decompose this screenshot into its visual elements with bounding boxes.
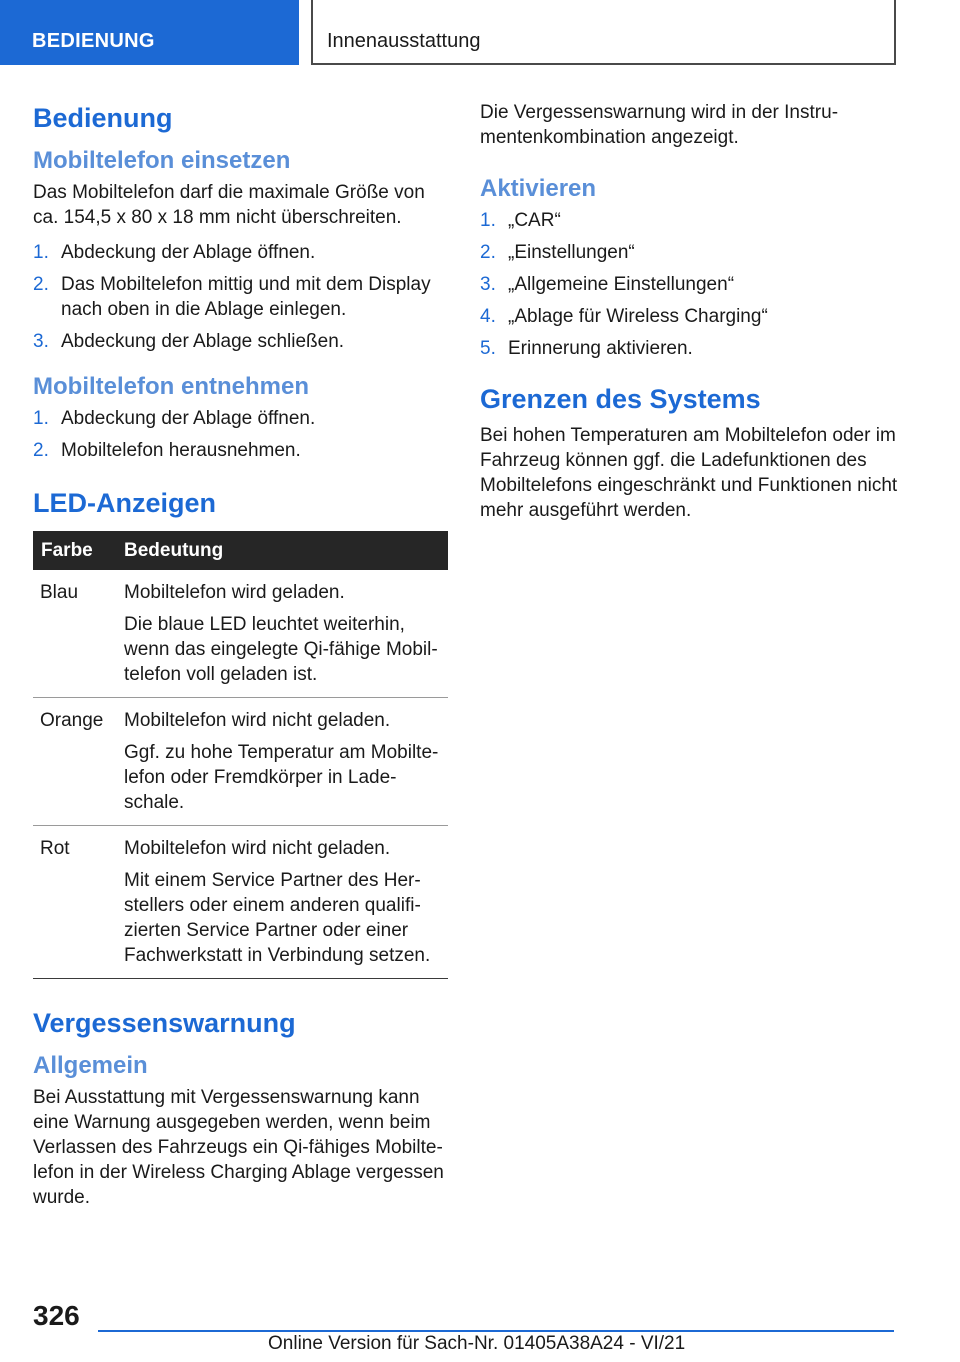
list-item (33, 329, 448, 354)
footer-divider (98, 1330, 894, 1332)
section-tab: BEDIENUNG (0, 0, 299, 65)
led-meaning (116, 698, 448, 826)
list-item (480, 208, 910, 233)
insert-intro: Das Mobiltelefon darf die maximale Größe von ca. 154,5 x 80 x 18 mm nicht überschreiten. (33, 182, 425, 228)
led-color: Rot (40, 838, 70, 859)
meaning-line: Mobiltelefon wird nicht geladen. (124, 710, 391, 731)
led-meaning (116, 570, 448, 698)
step-number: 4. (480, 306, 496, 327)
step-text: Abdeckung der Ablage schließen. (61, 331, 345, 352)
led-meaning (116, 826, 448, 979)
list-item (33, 272, 448, 322)
step-text: „CAR“ (508, 210, 561, 231)
step-text: „Allgemeine Einstellungen“ (508, 274, 735, 295)
limits-text: Bei hohen Temperaturen am Mobiltelefon oder im Fahrzeug können ggf. die Ladefunktionen des Mobiltelefons eingeschränkt und Funktionen nicht mehr ausgeführt werden. (480, 425, 898, 521)
heading-general: Allgemein (33, 1052, 148, 1079)
chapter-title: Innenausstattung (311, 0, 896, 65)
step-text: Abdeckung der Ablage öffnen. (61, 408, 316, 429)
step-text: Erinnerung aktivieren. (508, 338, 693, 359)
step-text: Das Mobiltelefon mittig und mit dem Display nach oben in die Ablage einlegen. (61, 274, 431, 320)
section-title-reminder: Vergessenswarnung (33, 1008, 296, 1038)
meaning-line: Mit einem Service Partner des Herstellers oder einem anderen qualifizierten Service Partner oder einer Fachwerkstatt in Verbindung setzen. (124, 870, 431, 966)
step-number: 5. (480, 338, 496, 359)
step-text: „Ablage für Wireless Charging“ (508, 306, 768, 327)
step-number: 1. (33, 408, 49, 429)
footer-version: Online Version für Sach-Nr. 01405A38A24 - VI/21 (268, 1333, 686, 1354)
meaning-line: Ggf. zu hohe Temperatur am Mobiltelefon oder Fremdkörper in Ladeschale. (124, 742, 439, 813)
heading-remove-phone: Mobiltelefon entnehmen (33, 373, 309, 400)
step-text: Mobiltelefon herausnehmen. (61, 440, 301, 461)
reminder-text: Bei Ausstattung mit Vergessenswarnung kann eine Warnung ausgegeben werden, wenn beim Verlassen des Fahrzeugs ein Qi-fähiges Mobiltelefon in der Wireless Charging Ablage vergessen wurde. (33, 1087, 444, 1208)
step-number: 2. (480, 242, 496, 263)
section-title-led: LED-Anzeigen (33, 488, 217, 518)
reminder-display-text: Die Vergessenswarnung wird in der Instrumentenkombination angezeigt. (480, 102, 839, 148)
list-item (33, 438, 448, 463)
table-row (33, 826, 448, 979)
column-header-meaning: Bedeutung (116, 531, 448, 570)
insert-steps (33, 240, 448, 354)
table-row (33, 698, 448, 826)
step-number: 3. (33, 331, 49, 352)
heading-activate: Aktivieren (480, 175, 597, 202)
activate-steps (480, 208, 910, 361)
step-text: „Einstellungen“ (508, 242, 635, 263)
meaning-line: Mobiltelefon wird nicht geladen. (124, 838, 391, 859)
meaning-line: Die blaue LED leuchtet weiterhin, wenn das eingelegte Qi-fähige Mobiltelefon voll geladen ist. (124, 614, 438, 685)
section-title-limits: Grenzen des Systems (480, 384, 761, 414)
column-header-color: Farbe (33, 531, 116, 570)
led-color: Blau (40, 582, 79, 603)
left-column (33, 100, 448, 1220)
right-column (480, 100, 910, 533)
heading-insert-phone: Mobiltelefon einsetzen (33, 147, 291, 174)
led-table (33, 531, 448, 979)
page-number: 326 (33, 1300, 80, 1331)
list-item (480, 336, 910, 361)
step-number: 2. (33, 440, 49, 461)
step-number: 2. (33, 274, 49, 295)
step-text: Abdeckung der Ablage öffnen. (61, 242, 316, 263)
section-title-bedienung: Bedienung (33, 103, 173, 133)
step-number: 3. (480, 274, 496, 295)
led-color: Orange (40, 710, 104, 731)
list-item (33, 406, 448, 431)
step-number: 1. (480, 210, 496, 231)
table-row (33, 570, 448, 698)
list-item (33, 240, 448, 265)
list-item (480, 272, 910, 297)
list-item (480, 304, 910, 329)
remove-steps (33, 406, 448, 463)
step-number: 1. (33, 242, 49, 263)
list-item (480, 240, 910, 265)
meaning-line: Mobiltelefon wird geladen. (124, 582, 345, 603)
